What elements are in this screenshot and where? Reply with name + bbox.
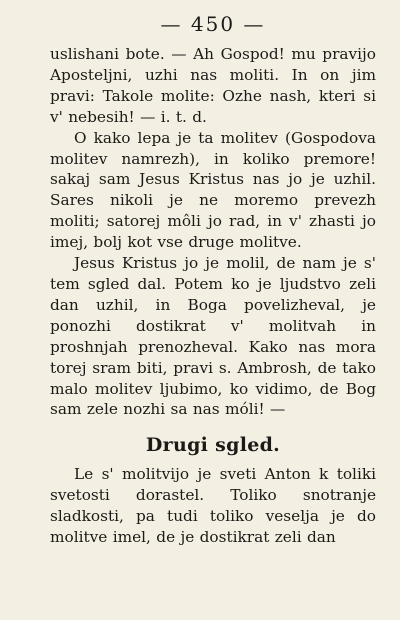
paragraph-2: O kako lepa je ta molitev (Gospodova molitev namrezh), in koliko premore! sakaj sam Jesus Kristus nas jo je uzhil. Sares nikoli je ne moremo prevezh moliti; satorej môli jo rad, in v' zhasti jo imej, bolj kot vse druge molitve. (50, 128, 376, 252)
paragraph-4: Le s' molitvijo je sveti Anton k toliki svetosti dorastel. Toliko snotranje sladkosti, pa tudi toliko veselja je do molitve imel, de je dostikrat zeli dan (50, 465, 376, 547)
section-heading: Drugi sgled. (145, 434, 281, 457)
body-text-bottom (50, 464, 376, 548)
paragraph-1: uslishani bote. — Ah Gospod! mu pravijo Aposteljni, uzhi nas moliti. In on jim pravi: Takole molite: Ozhe nash, kteri si v' nebesih! — i. t. d. (50, 45, 376, 126)
paragraph-3: Jesus Kristus jo je molil, de nam je s' tem sgled dal. Potem ko je ljudstvo zeli dan uzhil, in Boga povelizheval, je ponozhi dostikrat v' molitvah in proshnjah prenozheval. Kako nas mora torej sram biti, pravi s. Ambrosh, de tako malo molitev ljubimo, ko vidimo, de Bog sam zele nozhi sa nas móli! — (50, 254, 376, 419)
body-text-top (50, 44, 376, 420)
page-number: — 450 — (160, 12, 266, 36)
